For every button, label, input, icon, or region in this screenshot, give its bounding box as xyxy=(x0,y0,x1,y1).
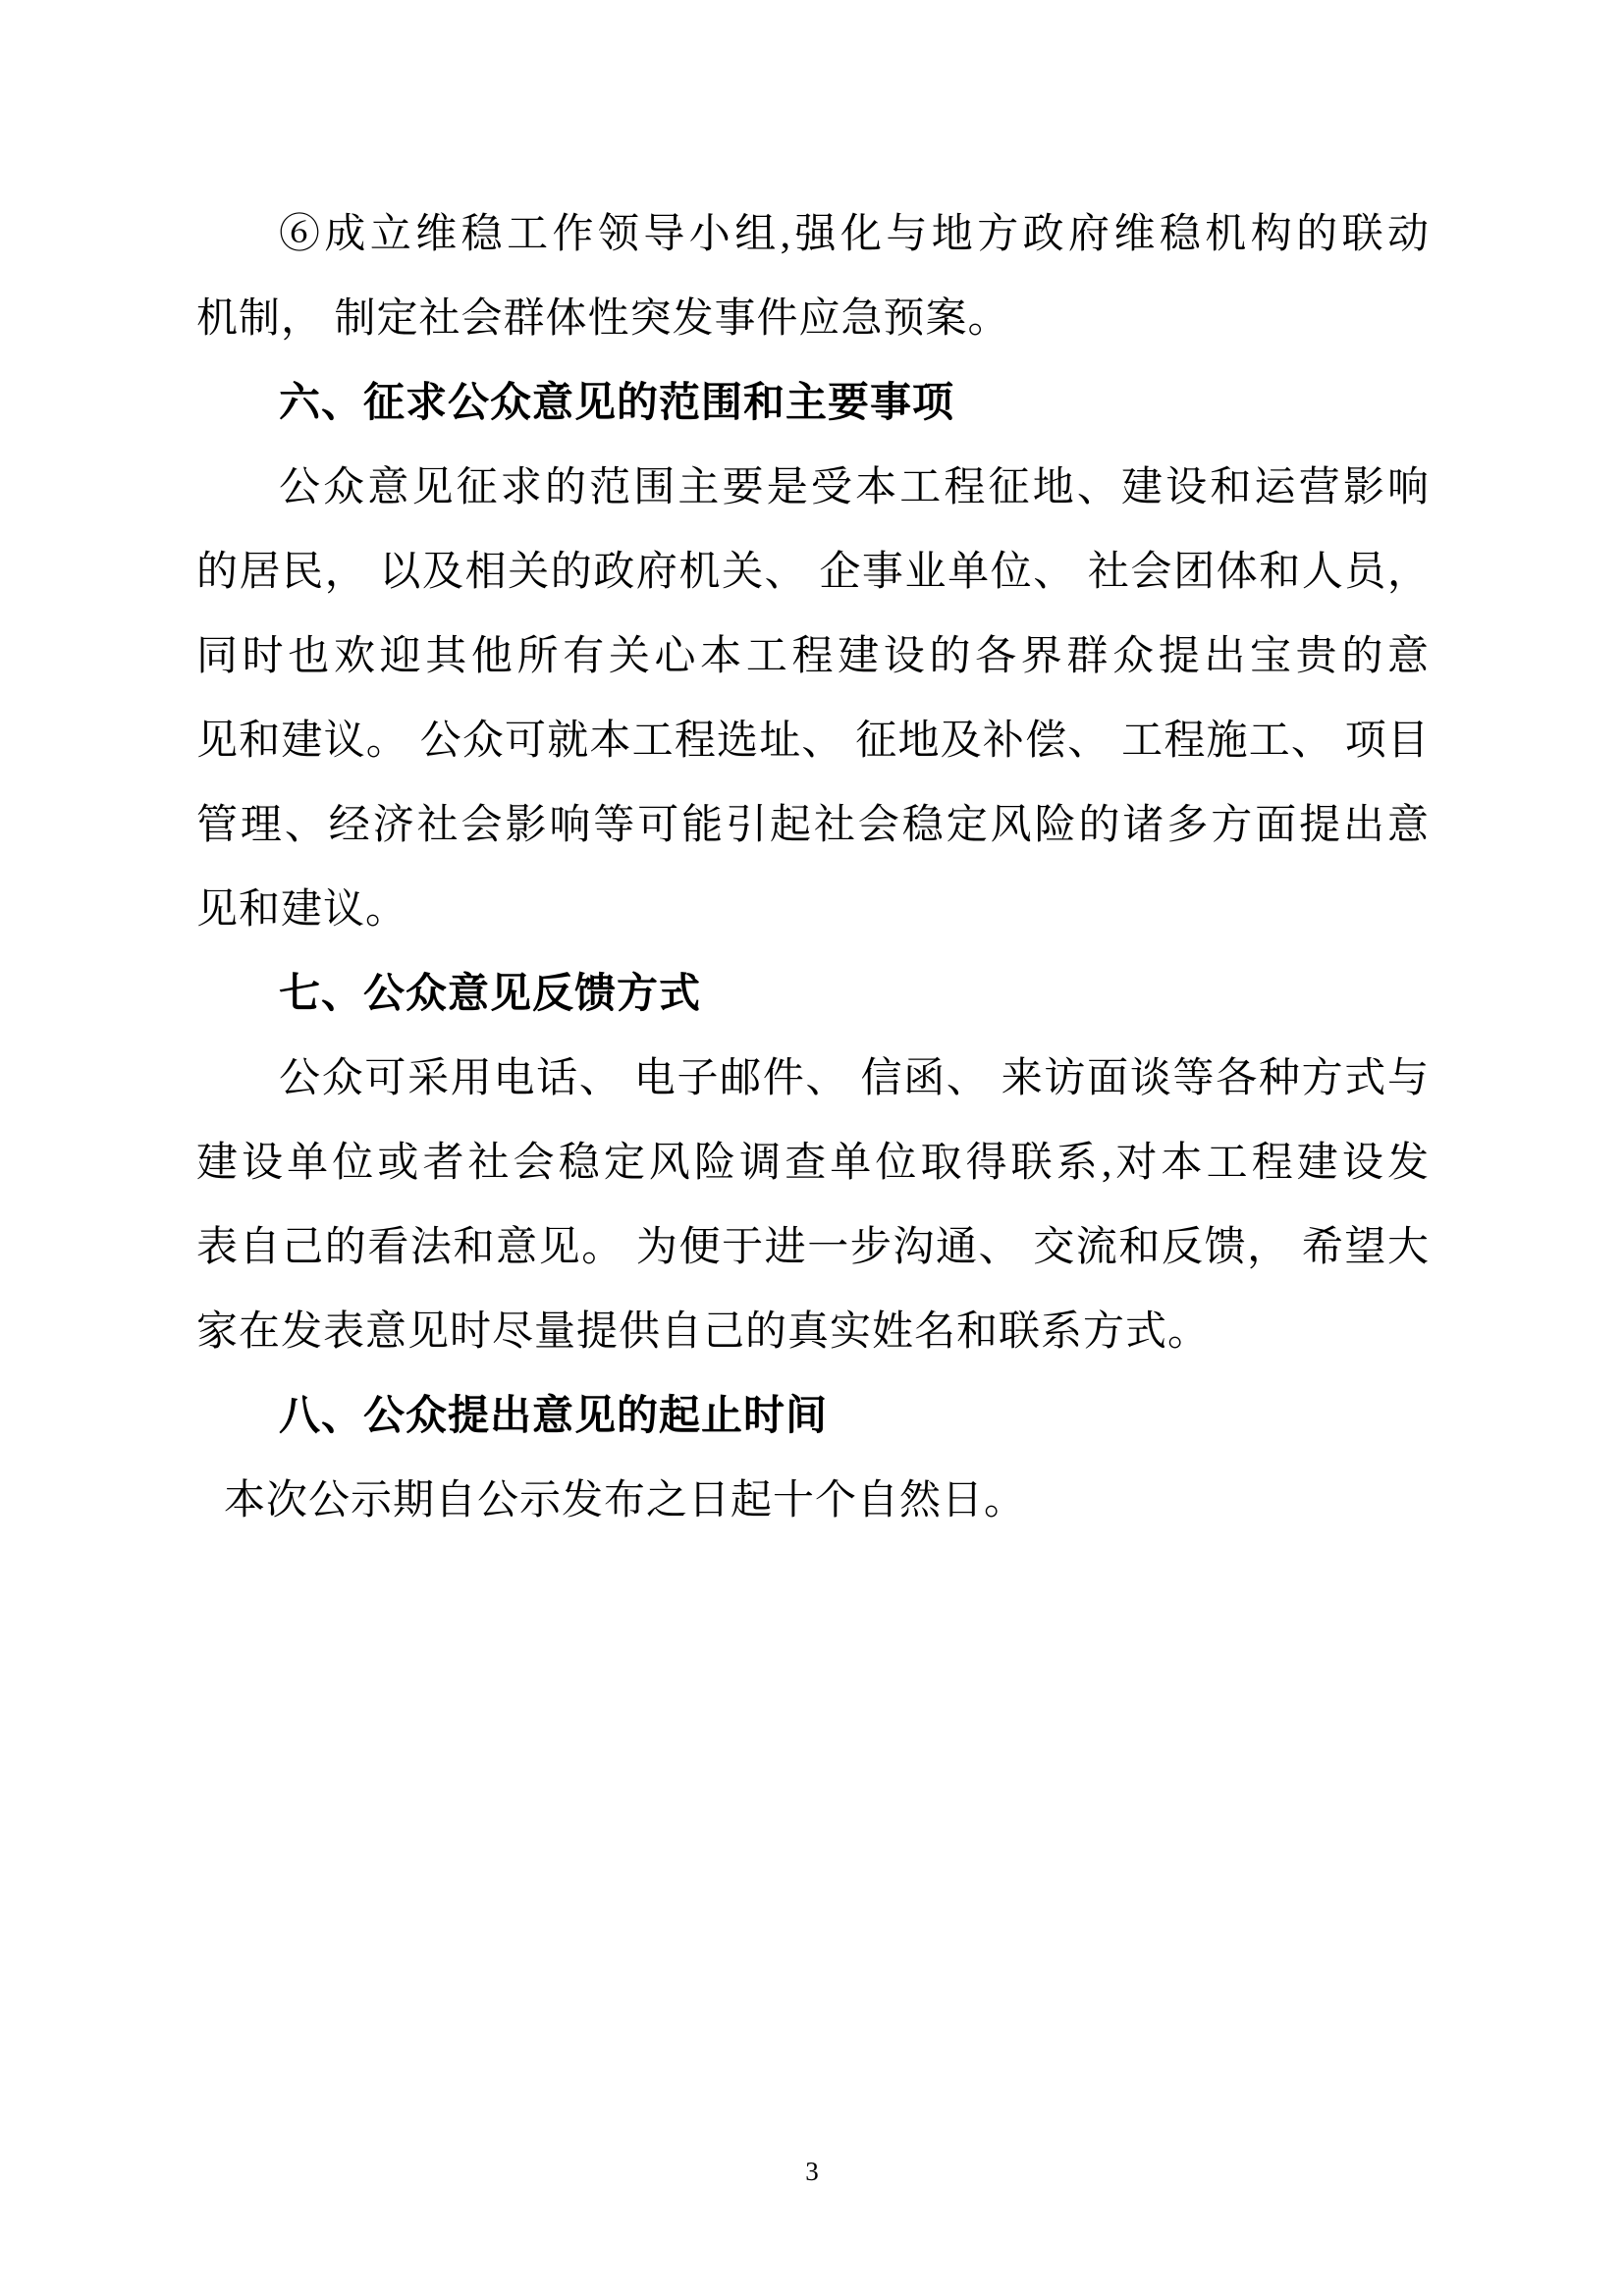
paragraph-line: 管理、经济社会影响等可能引起社会稳定风险的诸多方面提出意 xyxy=(196,803,1430,848)
paragraph-line: 机制， 制定社会群体性突发事件应急预案。 xyxy=(196,296,1010,342)
paragraph-line: 本次公示期自公示发布之日起十个自然日。 xyxy=(224,1478,1027,1523)
document-body xyxy=(196,192,1430,1543)
paragraph-line: 同时也欢迎其他所有关心本工程建设的各界群众提出宝贵的意 xyxy=(196,634,1430,679)
paragraph-line: 见和建议。 xyxy=(196,887,408,933)
paragraph-line: 公众可采用电话、 电子邮件、 信函、 来访面谈等各种方式与 xyxy=(279,1056,1430,1101)
paragraph-line: ⑥成立维稳工作领导小组,强化与地方政府维稳机构的联动 xyxy=(279,212,1430,257)
page-number: 3 xyxy=(805,2157,819,2186)
section-heading-8: 八、公众提出意见的起止时间 xyxy=(279,1394,829,1439)
paragraph-line: 表自己的看法和意见。 为便于进一步沟通、 交流和反馈， 希望大 xyxy=(196,1225,1430,1270)
section-heading-6: 六、征求公众意见的范围和主要事项 xyxy=(279,381,955,426)
paragraph-line: 公众意见征求的范围主要是受本工程征地、建设和运营影响 xyxy=(279,465,1430,510)
paragraph-line: 的居民， 以及相关的政府机关、 企事业单位、 社会团体和人员， xyxy=(196,550,1430,595)
paragraph-line: 见和建议。 公众可就本工程选址、 征地及补偿、 工程施工、 项目 xyxy=(196,719,1430,764)
paragraph-line: 家在发表意见时尽量提供自己的真实姓名和联系方式。 xyxy=(196,1309,1211,1355)
paragraph-line: 建设单位或者社会稳定风险调查单位取得联系,对本工程建设发 xyxy=(196,1141,1430,1186)
section-heading-7: 七、公众意见反馈方式 xyxy=(279,972,702,1017)
